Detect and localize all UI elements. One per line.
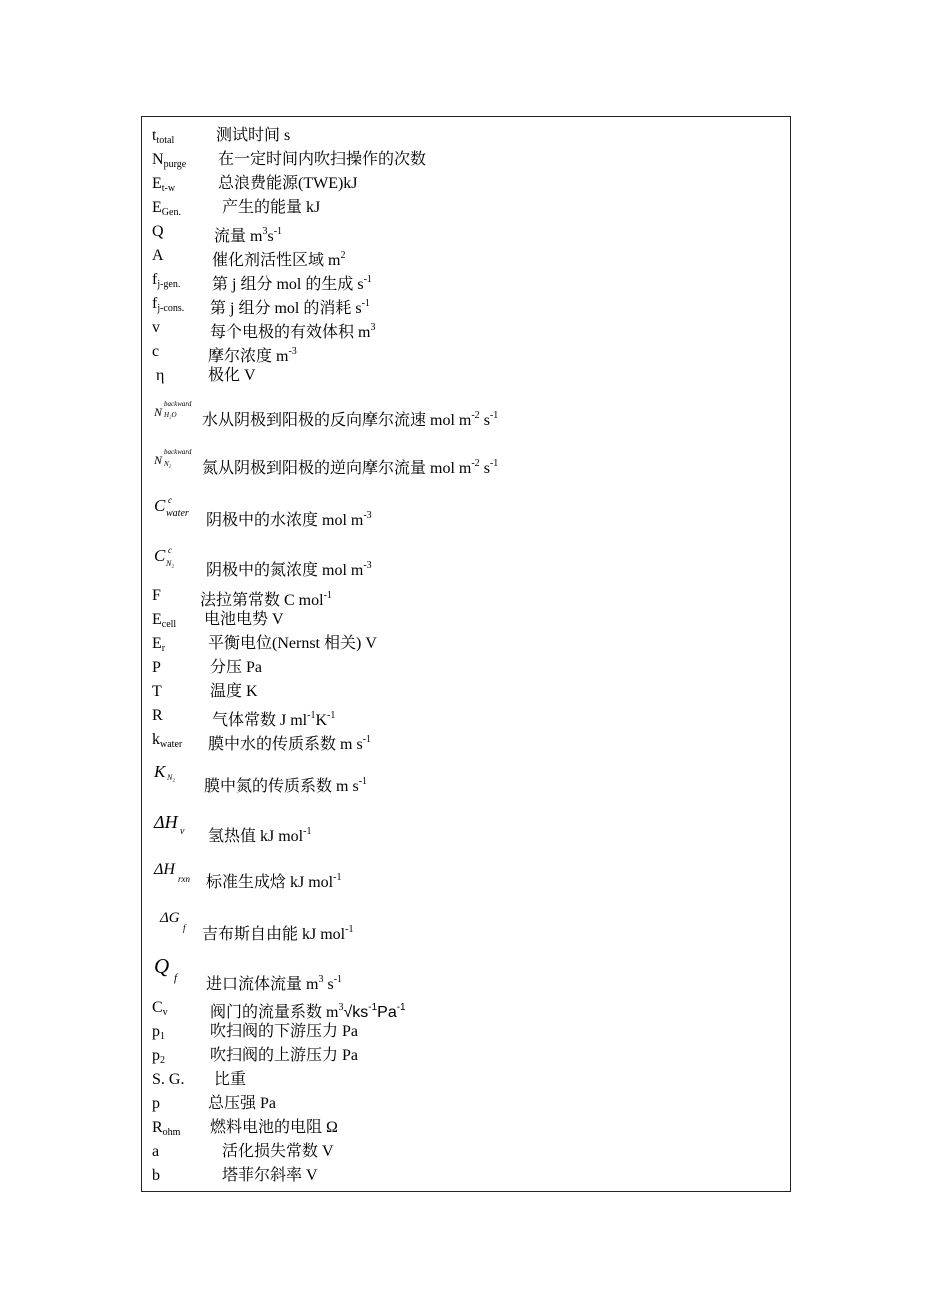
description: 活化损失常数 V — [222, 1143, 334, 1160]
description: 摩尔浓度 $m^{-3}$ — [208, 346, 297, 365]
description: 塔菲尔斜率 V — [222, 1167, 318, 1184]
description: 阀门的流量系数 $m^3√ks^{-1}Pa^{-1}$ — [210, 1002, 406, 1021]
symbol: $p_2$ — [152, 1047, 165, 1066]
symbol: b — [152, 1167, 160, 1184]
description: 吹扫阀的下游压力 Pa — [210, 1023, 359, 1040]
description: 总压强 Pa — [208, 1095, 277, 1112]
description: 阴极中的氮浓度 mol $m^{-3}$ — [206, 560, 372, 579]
symbol: S. G. — [152, 1071, 185, 1088]
symbol: A — [152, 247, 164, 264]
description: 温度 K — [210, 683, 258, 700]
symbol: $E_{cell}$ — [152, 611, 177, 630]
symbol: η — [156, 367, 165, 384]
symbol: R — [152, 707, 163, 724]
description: 膜中水的传质系数 m $s^{-1}$ — [208, 734, 372, 753]
description: 标准生成焓 kJ mol$^{-1}$ — [206, 872, 342, 891]
symbol: $R_{ohm}$ — [152, 1119, 181, 1138]
description: 氮从阴极到阳极的逆向摩尔流量 mol $m^{-2}$ $s^{-1}$ — [202, 458, 499, 477]
symbol: P — [152, 659, 161, 676]
symbol: v — [152, 319, 160, 336]
description: 比重 — [214, 1071, 247, 1088]
description: 每个电极的有效体积 $m^3$ — [210, 322, 376, 341]
symbol: $C_v$ — [152, 999, 168, 1018]
symbol: c — [152, 343, 160, 360]
symbol: $E_{t-w}$ — [152, 175, 176, 194]
description: 吉布斯自由能 kJ mol$^{-1}$ — [202, 924, 354, 943]
description: 进口流体流量 $m^3$ $s^{-1}$ — [206, 974, 343, 993]
description: 流量 $m^3s^{-1}$ — [214, 226, 283, 245]
description: 氢热值 kJ mol$^{-1}$ — [208, 826, 312, 845]
symbol: a — [152, 1143, 160, 1160]
symbol-table: $t_{total}$ 测试时间 s $N_{purge}$ 在一定时间内吹扫操作的次数 $E_{t-w}$ 总浪费能源(TWE)kJ $E_{Gen.}$ 产生的能量 kJ Q 流量 $m^3s^{-1}$ A 催化剂活性区域 $m^2$ $f_{j-gen.}$ 第 j 组分 mol 的生成 $s^{-1}$ $f_{j-cons.}$ 第 j 组分 mol 的消耗 $s^{-1}$ v 每个电极的有效体积 $m^3$ c 摩尔浓度 $m^{-3}$ η 极化 V N backward H₂O 水从阴极到阳极的反向摩尔流速 mol $m^{-2}$ $s^{-1}$ N backward N₂ 氮从阴极到阳极的逆向摩尔流量 mol $m^{-2}$ $s^{-1}$ C c water 阴极中的水浓度 mol $m^{-3}$ C c N₂ 阴极中的氮浓度 mol $m^{-3}$ F 法拉第常数 C mol$^{-1}$ $E_{cell}$ 电池电势 V $E_r$ 平衡电位(Nernst 相关) V P 分压 Pa T 温度 K R 气体常数 J $ml^{-1}K^{-1}$ $k_{water}$ 膜中水的传质系数 m $s^{-1}$ K N₂ 膜中氮的传质系数 m $s^{-1}$ ΔH v 氢热值 kJ mol$^{-1}$ ΔH rxn 标准生成焓 kJ mol$^{-1}$ ΔG f 吉布斯自由能 kJ mol$^{-1}$ Q f 进口流体流量 $m^3$ $s^{-1}$ $C_v$ 阀门的流量系数 $m^3√ks^{-1}Pa^{-1}$ $p_1$ 吹扫阀的下游压力 Pa $p_2$ 吹扫阀的上游压力 Pa S. G. 比重 p 总压强 Pa $R_{ohm}$ 燃料电池的电阻 Ω a 活化损失常数 V b 塔菲尔斜率 V — [141, 116, 791, 1192]
description: 第 j 组分 mol 的消耗 $s^{-1}$ — [210, 298, 370, 317]
description: 催化剂活性区域 $m^2$ — [212, 250, 346, 269]
description: 第 j 组分 mol 的生成 $s^{-1}$ — [212, 274, 372, 293]
description: 法拉第常数 C mol$^{-1}$ — [200, 590, 332, 609]
symbol: Q — [152, 223, 164, 240]
description: 产生的能量 kJ — [222, 199, 321, 216]
description: 水从阴极到阳极的反向摩尔流速 mol $m^{-2}$ $s^{-1}$ — [202, 410, 499, 429]
description: 测试时间 s — [216, 127, 291, 144]
description: 阴极中的水浓度 mol $m^{-3}$ — [206, 510, 372, 529]
symbol: $t_{total}$ — [152, 127, 175, 146]
description: 总浪费能源(TWE)kJ — [218, 175, 358, 192]
symbol: $p_1$ — [152, 1023, 165, 1042]
description: 分压 Pa — [210, 659, 263, 676]
symbol: $f_{j-cons.}$ — [152, 295, 185, 314]
symbol: T — [152, 683, 162, 700]
description: 在一定时间内吹扫操作的次数 — [218, 151, 427, 168]
description: 气体常数 J $ml^{-1}K^{-1}$ — [212, 710, 336, 729]
symbol: $E_{Gen.}$ — [152, 199, 181, 218]
description: 电池电势 V — [204, 611, 284, 628]
symbol: p — [152, 1095, 160, 1112]
description: 膜中氮的传质系数 m $s^{-1}$ — [204, 776, 368, 795]
symbol: $k_{water}$ — [152, 731, 183, 750]
symbol: $E_r$ — [152, 635, 166, 654]
description: 平衡电位(Nernst 相关) V — [208, 635, 377, 652]
symbol: F — [152, 587, 161, 604]
description: 燃料电池的电阻 Ω — [210, 1119, 338, 1136]
symbol: $N_{purge}$ — [152, 151, 187, 170]
description: 极化 V — [208, 367, 256, 384]
description: 吹扫阀的上游压力 Pa — [210, 1047, 359, 1064]
symbol: $f_{j-gen.}$ — [152, 271, 181, 290]
